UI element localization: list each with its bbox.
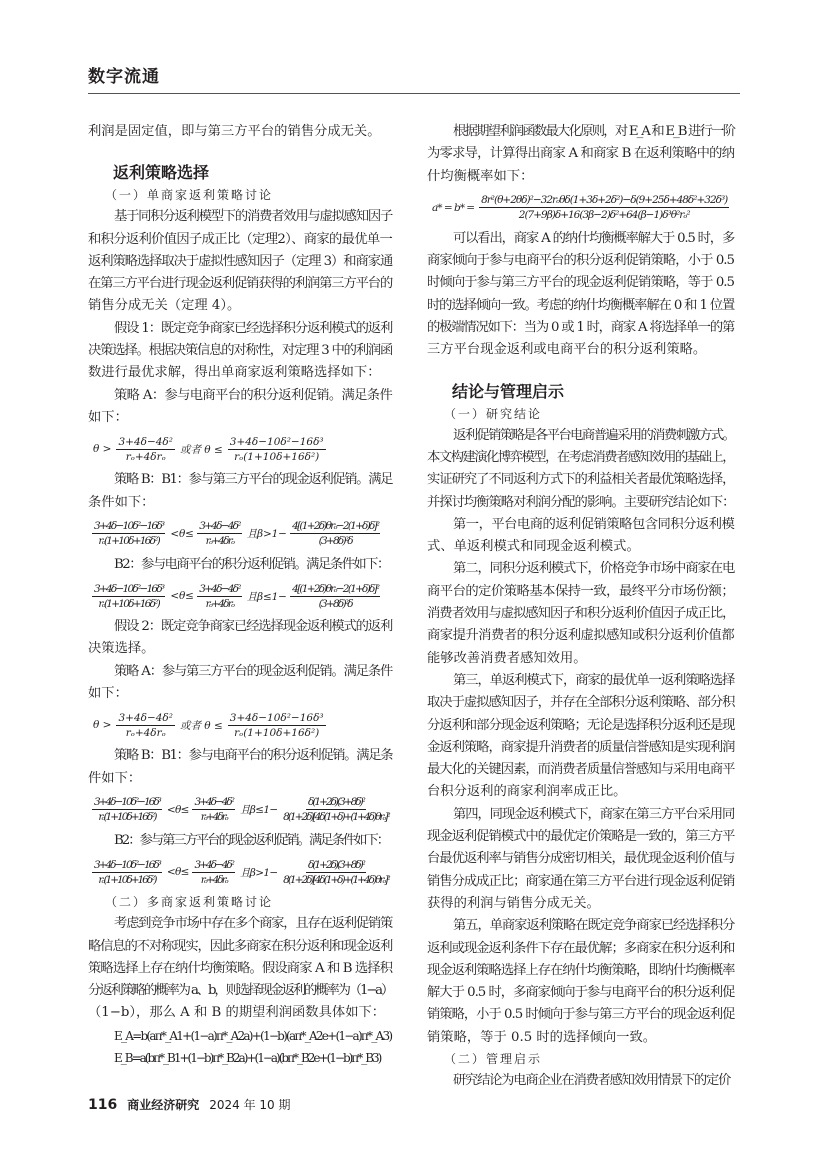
fraction [192,858,235,887]
formula-operator: < θ ≤ [166,803,188,816]
text-line: 台最优返利率与销售分成密切相关，最优现金返利价值与 [427,851,735,867]
text-line: 商家倾向于参与电商平台的积分返利促销策略，小于 0.5 [427,253,734,269]
text-line: 时的选择倾向一致。考虑的纳什均衡概率解在 0 和 1 位置 [427,297,734,313]
fraction-denominator: rₒ+4δrₒ [205,597,234,610]
text-line: 第二，同积分返利模式下，价格竞争市场中商家在电 [453,561,734,577]
fraction [290,519,380,548]
text-line: 假设 1：既定竞争商家已经选择积分返利模式的返利 [114,320,392,336]
formula [88,790,392,830]
text-line: 返利促销策略是各平台电商普遍采用的消费刺激方式。 [453,427,734,443]
text-line: 条件如下： [88,494,155,510]
fraction-numerator: 3+4δ−4δ² [118,435,173,448]
formula-operator: 或者 θ ≤ [179,443,223,456]
text-line: 能够改善消费者感知效用。 [427,650,587,666]
fraction-denominator: rₒ(1+10δ+16δ²) [98,811,156,824]
fraction-denominator: rₒ+4δrₒ [125,726,166,739]
text-line: 第五，单商家返利策略在既定竞争商家已经选择积分 [453,918,734,934]
subsection-heading: （一）单商家返利策略讨论 [105,188,274,203]
text-line: 最大化的关键因素，而消费者质量信誉感知与采用电商平 [427,762,735,778]
fraction [290,582,380,611]
fraction-numerator: 3+4δ−4δ² [194,796,233,809]
fraction [92,519,165,548]
text-line: 研究结论为电商企业在消费者感知效用情景下的定价 [453,1072,731,1088]
fraction-denominator: rₒ(1+10δ+16δ²) [234,726,320,739]
fraction-numerator: δ(1+2δ)(3+8δ)² [308,796,364,809]
text-line: 返利或现金返利条件下存在最优解；多商家在积分返利和 [427,940,735,956]
fraction [116,711,175,740]
fraction [192,795,235,824]
formula-operator: θ > [93,443,112,456]
formula [88,576,392,616]
fraction [92,795,162,824]
text-line: 利润是固定值，即与第三方平台的销售分成无关。 [88,124,381,139]
fraction-denominator: 8(1+2δ)[4δ(1+δ)+(1+4δ)θrₒ]² [283,811,389,824]
fraction [92,582,165,611]
text-line: 如下： [88,686,128,702]
text-line: 数进行最优求解，得出单商家返利策略选择如下： [88,365,381,381]
left-column [88,121,392,1069]
fraction-numerator: 8r²(θ+2θδ)²−32rₒθδ(1+3δ+2δ²)−δ(9+25δ+48δ²+32δ³) [481,194,728,207]
text-line: 销策略，小于 0.5 时倾向于参与第三方平台的现金返利促 [427,1007,735,1023]
paragraph [88,616,392,661]
formula-operator: 且 β > 1 − [239,866,277,879]
text-line: 三方平台现金返利或电商平台的积分返利策略。 [427,342,707,358]
formula-operator: < θ ≤ [170,527,193,540]
text-line: 销售分成无关（定理 4）。 [88,298,241,314]
formula-operator: 且 β > 1 − [246,528,286,541]
fraction-numerator: 3+4δ−10δ²−16δ³ [94,796,160,809]
paragraph [88,318,392,385]
text-line: 策略 A：参与电商平台的积分返利促销。满足条件 [114,387,392,403]
text-line: （1−b），那么 A 和 B 的期望利润函数具体如下： [88,1005,386,1021]
fraction-numerator: 3+4δ−4δ² [194,858,233,871]
paragraph [88,469,392,514]
text-line: 分返利和部分现金返利策略；无论是选择积分返利还是现 [427,717,735,733]
fraction-denominator: (3+8δ)²δ [318,597,352,610]
paragraph [88,121,392,143]
text-line: 返利策略选择取决于虚拟性感知因子（定理 3）和商家通 [88,253,392,269]
expected-profit-equation: E_B=a(bπ*_B1+(1−b)π*_B2a)+(1−a)(bπ*_B2e+(1−b)π*_B3) [114,1051,381,1066]
text-line: 第三，单返利模式下，商家的最优单一返利策略选择 [453,672,734,688]
formula-operator: 且 β ≤ 1 − [246,590,286,603]
formula-operator: 且 β ≤ 1 − [239,804,277,817]
paragraph [427,514,734,559]
formula [88,705,392,745]
paragraph [427,804,734,915]
fraction-numerator: 3+4δ−4δ² [118,711,173,724]
fraction-denominator: rₒ+4δrₒ [205,535,234,548]
fraction-denominator: rₒ(1+10δ+16δ²) [98,535,159,548]
paragraph [88,913,392,1024]
fraction-denominator: 8(1+2δ)[4δ(1+δ)+(1+4δ)θrₒ]² [283,873,389,886]
text-line: 和积分返利价值因子成正比（定理2）、商家的最优单一 [88,231,392,247]
paragraph [427,915,734,1049]
text-line: 销售分成成正比；商家通在第三方平台进行现金返利促销 [427,873,735,889]
subsection-heading: （二）多商家返利策略讨论 [105,895,274,910]
fraction-denominator: rₒ(1+10δ+16δ²) [98,873,156,886]
right-column [427,121,734,1092]
text-line: 可以看出，商家 A 的纳什均衡概率解大于 0.5 时，多 [453,230,734,246]
paragraph [427,228,734,362]
paragraph [427,558,734,669]
text-line: 策略选择上存在纳什均衡策略。假设商家 A 和 B 选择积 [88,960,392,976]
paragraph [88,830,392,852]
text-line: 略信息的不对称现实，因此多商家在积分返利和现金返利 [88,938,392,954]
text-line: 策略 B：B1：参与电商平台的积分返利促销。满足条 [114,748,392,764]
fraction-numerator: 3+4δ−10δ²−16δ³ [229,711,324,724]
formula [88,852,392,892]
text-line: 决策选择。 [88,641,155,657]
text-line: 实证研究了不同返利方式下的利益相关者最优策略选择， [427,472,735,488]
formula-operator: 或者 θ ≤ [179,719,223,732]
fraction-denominator: rₒ(1+10δ+16δ²) [98,597,159,610]
text-line: 考虑到竞争市场中存在多个商家，且存在返利促销策 [114,916,392,932]
fraction [281,858,391,887]
fraction-denominator: rₒ+4δrₒ [200,873,227,886]
text-line: 基于同积分返利模型下的消费者效用与虚拟感知因子 [114,209,392,225]
text-line: 本文构建演化博弈模型，在考虑消费者感知效用的基础上， [427,449,734,465]
text-line: 策略 A：参与第三方平台的现金返利促销。满足条件 [114,663,392,679]
text-line: 的极端情况如下：当为 0 或 1 时，商家 A 将选择单一的第 [427,320,734,336]
paragraph [88,745,392,790]
subsection-heading: （二）管理启示 [444,1051,543,1066]
formula-operator: θ > [93,719,112,732]
fraction [479,193,729,222]
fraction [197,582,242,611]
formula-operator: a* = b* = [432,201,475,214]
text-line: 商家提升消费者的积分返利虚拟感知或积分返利价值都 [427,628,735,644]
fraction-denominator: rₒ(1+10δ+16δ²) [234,450,320,463]
text-line: 现金返利策略选择上存在纳什均衡策略，即纳什均衡概率 [427,962,735,978]
text-line: 时倾向于参与第三方平台的现金返利促销策略，等于 0.5 [427,275,734,291]
paragraph [427,425,734,514]
text-line: 为零求导，计算得出商家 A 和商家 B 在返利策略中的纳 [427,146,734,162]
fraction-numerator: δ(1+2δ)(3+8δ)² [308,858,364,871]
fraction-numerator: 3+4δ−10δ²−16δ³ [94,520,164,533]
fraction-denominator: (3+8δ)²δ [318,535,352,548]
fraction-numerator: 3+4δ−4δ² [199,582,240,595]
expected-profit-equation: E_A=b(aπ*_A1+(1−a)π*_A2a)+(1−b)(aπ*_A2e+(1−a)π*_A3) [114,1028,392,1043]
fraction-numerator: 3+4δ−10δ²−16δ³ [229,435,324,448]
fraction-numerator: 3+4δ−10δ²−16δ³ [94,858,160,871]
fraction [92,858,162,887]
text-line: 获得的利润与销售分成无关。 [427,895,600,911]
paragraph [88,554,392,576]
text-line: 假设 2：既定竞争商家已经选择现金返利模式的返利 [114,619,392,635]
text-line: 第四，同现金返利模式下，商家在第三方平台采用同 [453,806,734,822]
text-line: 销策略，等于 0.5 时的选择倾向一致。 [427,1029,657,1045]
text-line: 第一，平台电商的返利促销策略包含同积分返利模 [453,516,734,532]
section-title: 数字流通 [88,67,160,87]
fraction [281,795,391,824]
formula-operator: < θ ≤ [166,866,188,879]
fraction [116,435,175,464]
fraction [228,711,326,740]
text-line: 取决于虚拟感知因子，并存在全部积分返利策略、部分积 [427,695,735,711]
paragraph [88,385,392,430]
formula [427,188,734,228]
text-line: 现金返利促销模式中的最优定价策略是一致的，第三方平 [427,829,735,845]
text-line: 金返利策略，商家提升消费者的质量信誉感知是实现利润 [427,739,735,755]
paragraph [427,1070,734,1092]
text-line: 策略 B：B1：参与第三方平台的现金返利促销。满足 [114,472,392,488]
formula [88,429,392,469]
paragraph [88,206,392,317]
fraction-numerator: 4[(1+2δ)θrₒ−2(1+δ)δ]² [292,582,379,595]
text-line: 件如下： [88,770,142,786]
text-line: 台积分返利的商家利润率成正比。 [427,784,627,800]
fraction [197,519,242,548]
text-line: 解大于 0.5 时，多商家倾向于参与电商平台的积分返利促 [427,985,735,1001]
text-line: 在第三方平台进行现金返利促销获得的利润第三方平台的 [88,276,392,292]
formula-operator: < θ ≤ [170,590,193,603]
running-header [88,62,740,94]
fraction-denominator: rₒ+4δrₒ [200,811,227,824]
fraction-denominator: rₒ+4δrₒ [125,450,166,463]
journal-name: 商业经济研究 [127,1098,200,1112]
text-line: 商平台的定价策略基本保持一致，最终平分市场份额； [427,583,735,599]
text-line: 式、单返利模式和同现金返利模式。 [427,539,640,555]
paragraph [88,661,392,706]
text-line: 如下： [88,409,128,425]
text-line: B2：参与第三方平台的现金返利促销。满足条件如下： [114,832,389,848]
fraction-numerator: 3+4δ−10δ²−16δ³ [94,582,164,595]
fraction [228,435,326,464]
page-footer [88,1096,291,1113]
text-line: 根据期望利润函数最大化原则，对 E_A 和 E_B 进行一阶 [453,124,734,139]
section-heading: 结论与管理启示 [452,381,565,401]
journal-issue: 2024 年 10 期 [209,1098,291,1112]
text-line: 决策选择。根据决策信息的对称性，对定理 3 中的利润函 [88,343,392,359]
paragraph [427,670,734,804]
text-line: 分返利策略的概率为 a、b，则选择现金返利的概率为（1−a） [88,983,392,999]
subsection-heading: （一）研究结论 [444,406,543,421]
paragraph [427,121,734,188]
formula [88,514,392,554]
text-line: 并探讨均衡策略对利润分配的影响。主要研究结论如下： [427,494,735,510]
text-line: 什均衡概率如下： [427,168,534,184]
section-heading: 返利策略选择 [113,163,210,183]
fraction-denominator: 2(7+9β)δ+16(3β−2)δ²+64(β−1)δ³θ²rₒ² [518,209,690,222]
text-line: 消费者效用与虚拟感知因子和积分返利价值因子成正比， [427,606,735,622]
fraction-numerator: 4[(1+2δ)θrₒ−2(1+δ)δ]² [292,520,379,533]
text-line: B2：参与电商平台的积分返利促销。满足条件如下： [114,556,389,572]
page-number: 116 [88,1097,118,1113]
fraction-numerator: 3+4δ−4δ² [199,520,240,533]
